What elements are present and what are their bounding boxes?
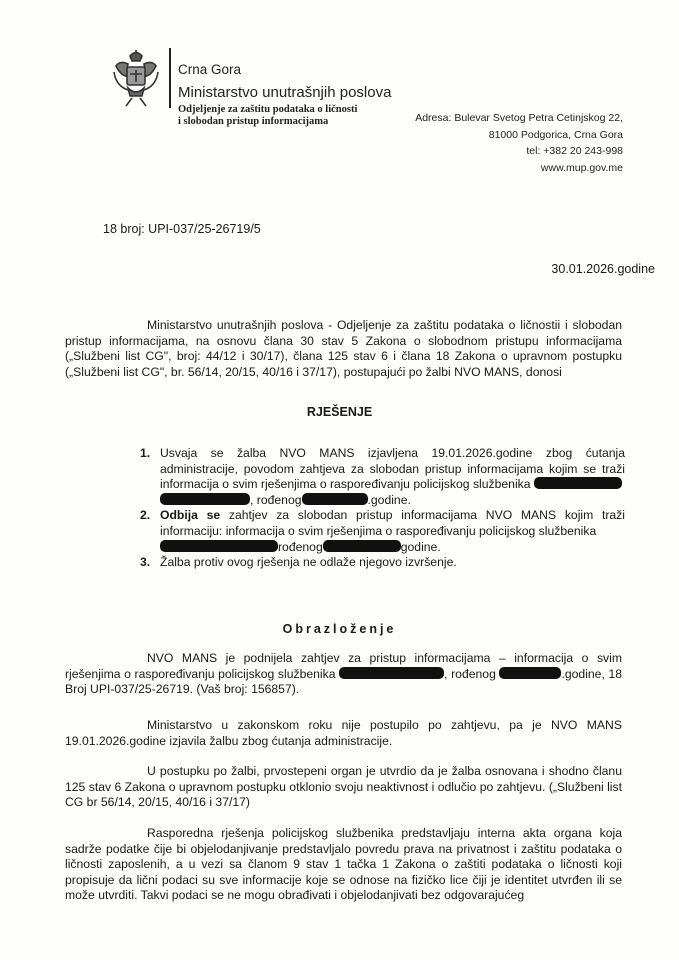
address-street: Adresa: Bulevar Svetog Petra Cetinjskog 22, [415,112,623,124]
decision-item-3 [140,555,625,571]
redaction-birthdate [302,493,368,505]
redaction-name-cont [160,493,250,505]
department-line-1: Odjeljenje za zaštitu podataka o ličnosti [178,104,358,115]
redaction-name [534,477,622,489]
paragraph-text: NVO MANS je podnijela zahtjev za pristup informacijama – informacija o svim rješenjima o raspoređivanju policijskog službenika [65,651,622,681]
reasoning-paragraph-1 [65,651,622,698]
address-block [415,110,623,176]
item-text: rođenog [278,539,323,554]
header-divider [169,48,171,108]
paragraph-text: .godine, 18 Broj UPI-037/25-26719. (Vaš broj: 156857). [65,666,623,697]
redaction-birthdate [499,667,561,679]
decision-item-2 [140,508,625,555]
item-text: .godine. [367,492,411,507]
item-bold-text: Odbija se [160,508,221,523]
header-department [178,104,357,128]
montenegro-coat-of-arms-icon [110,48,162,110]
header-ministry: Ministarstvo unutrašnjih poslova [178,84,392,101]
item-number: 2. [140,508,151,523]
item-number: 1. [140,446,151,460]
redaction-birthdate [323,540,401,552]
item-text: godine. [400,539,441,554]
item-text: zahtjev za slobodan pristup informacijama NVO MANS kojim traži informaciju: informacija o svim rješenjima o raspoređivanju policijskog službenika [160,508,625,538]
reasoning-paragraph-3: U postupku po žalbi, prvostepeni organ je utvrdio da je žalba osnovana i shodno članu 125 stav 6 Zakona o upravnom postupku otklonio svoju neaktivnost i odlučio po zahtjevu. („Službeni list CG br 56/14, 20/15, 40/16 i 37/17) [65,764,622,810]
redaction-name [339,667,444,679]
reasoning-title: Obrazloženje [282,622,397,636]
department-line-2: i slobodan pristup informacijama [178,116,329,127]
decision-title: RJEŠENJE [306,405,373,419]
reasoning-paragraph-4: Rasporedna rješenja policijskog službenika predstavljaju interna akta organa koja sadrže podatke čije bi objelodanjivanje predstavljalo povredu prava na privatnost i zaštitu podataka o ličnosti zaposlenih, a u vezi sa članom 9 stav 1 tačka 1 Zakona o zaštiti podataka o ličnosti koji propisuje da lični podaci su sve informacije koje se odnose na fizičko lice čiji je identitet utvrđen ili se može utvrditi. Takvi podaci se ne mogu obrađivati i objelodanjivati bez odgovarajućeg [65,826,622,903]
item-text: Žalba protiv ovog rješenja ne odlaže njegovo izvršenje. [160,555,457,570]
reasoning-paragraph-2: Ministarstvo u zakonskom roku nije postupilo po zahtjevu, pa je NVO MANS 19.01.2026.godine izjavila žalbu zbog ćutanja administracije. [65,718,622,748]
reference-number: 18 broj: UPI-037/25-26719/5 [103,222,261,236]
document-date: 30.01.2026.godine [551,262,655,276]
intro-paragraph: Ministarstvo unutrašnjih poslova - Odjeljenje za zaštitu podataka o ličnostii i slobodan pristup informacijama, na osnovu člana 30 stav 5 Zakona o slobodnom pristupu informacijama („Službeni list CG", broj: 44/12 i 30/17), člana 125 stav 6 i člana 18 Zakona o upravnom postupku („Službeni list CG", br. 56/14, 20/15, 40/16 i 37/17), postupajući po žalbi NVO MANS, donosi [65,318,622,379]
address-phone: tel: +382 20 243-998 [526,145,623,157]
item-number: 3. [140,555,151,570]
address-web: www.mup.gov.me [540,161,623,174]
decision-list [140,446,625,571]
header-country: Crna Gora [178,62,242,77]
paragraph-text: , rođenog [444,666,496,681]
redaction-name [160,540,278,552]
item-text: , rođenog [250,492,302,507]
item-text: Usvaja se žalba NVO MANS izjavljena 19.01.2026.godine zbog ćutanja administracije, povodom zahtjeva za slobodan pristup informacijama kojim se traži informacija o svim rješenjima o raspoređivanju policijskog službenika [160,446,625,492]
address-city: 81000 Podgorica, Crna Gora [488,128,623,141]
decision-item-1 [140,446,625,508]
